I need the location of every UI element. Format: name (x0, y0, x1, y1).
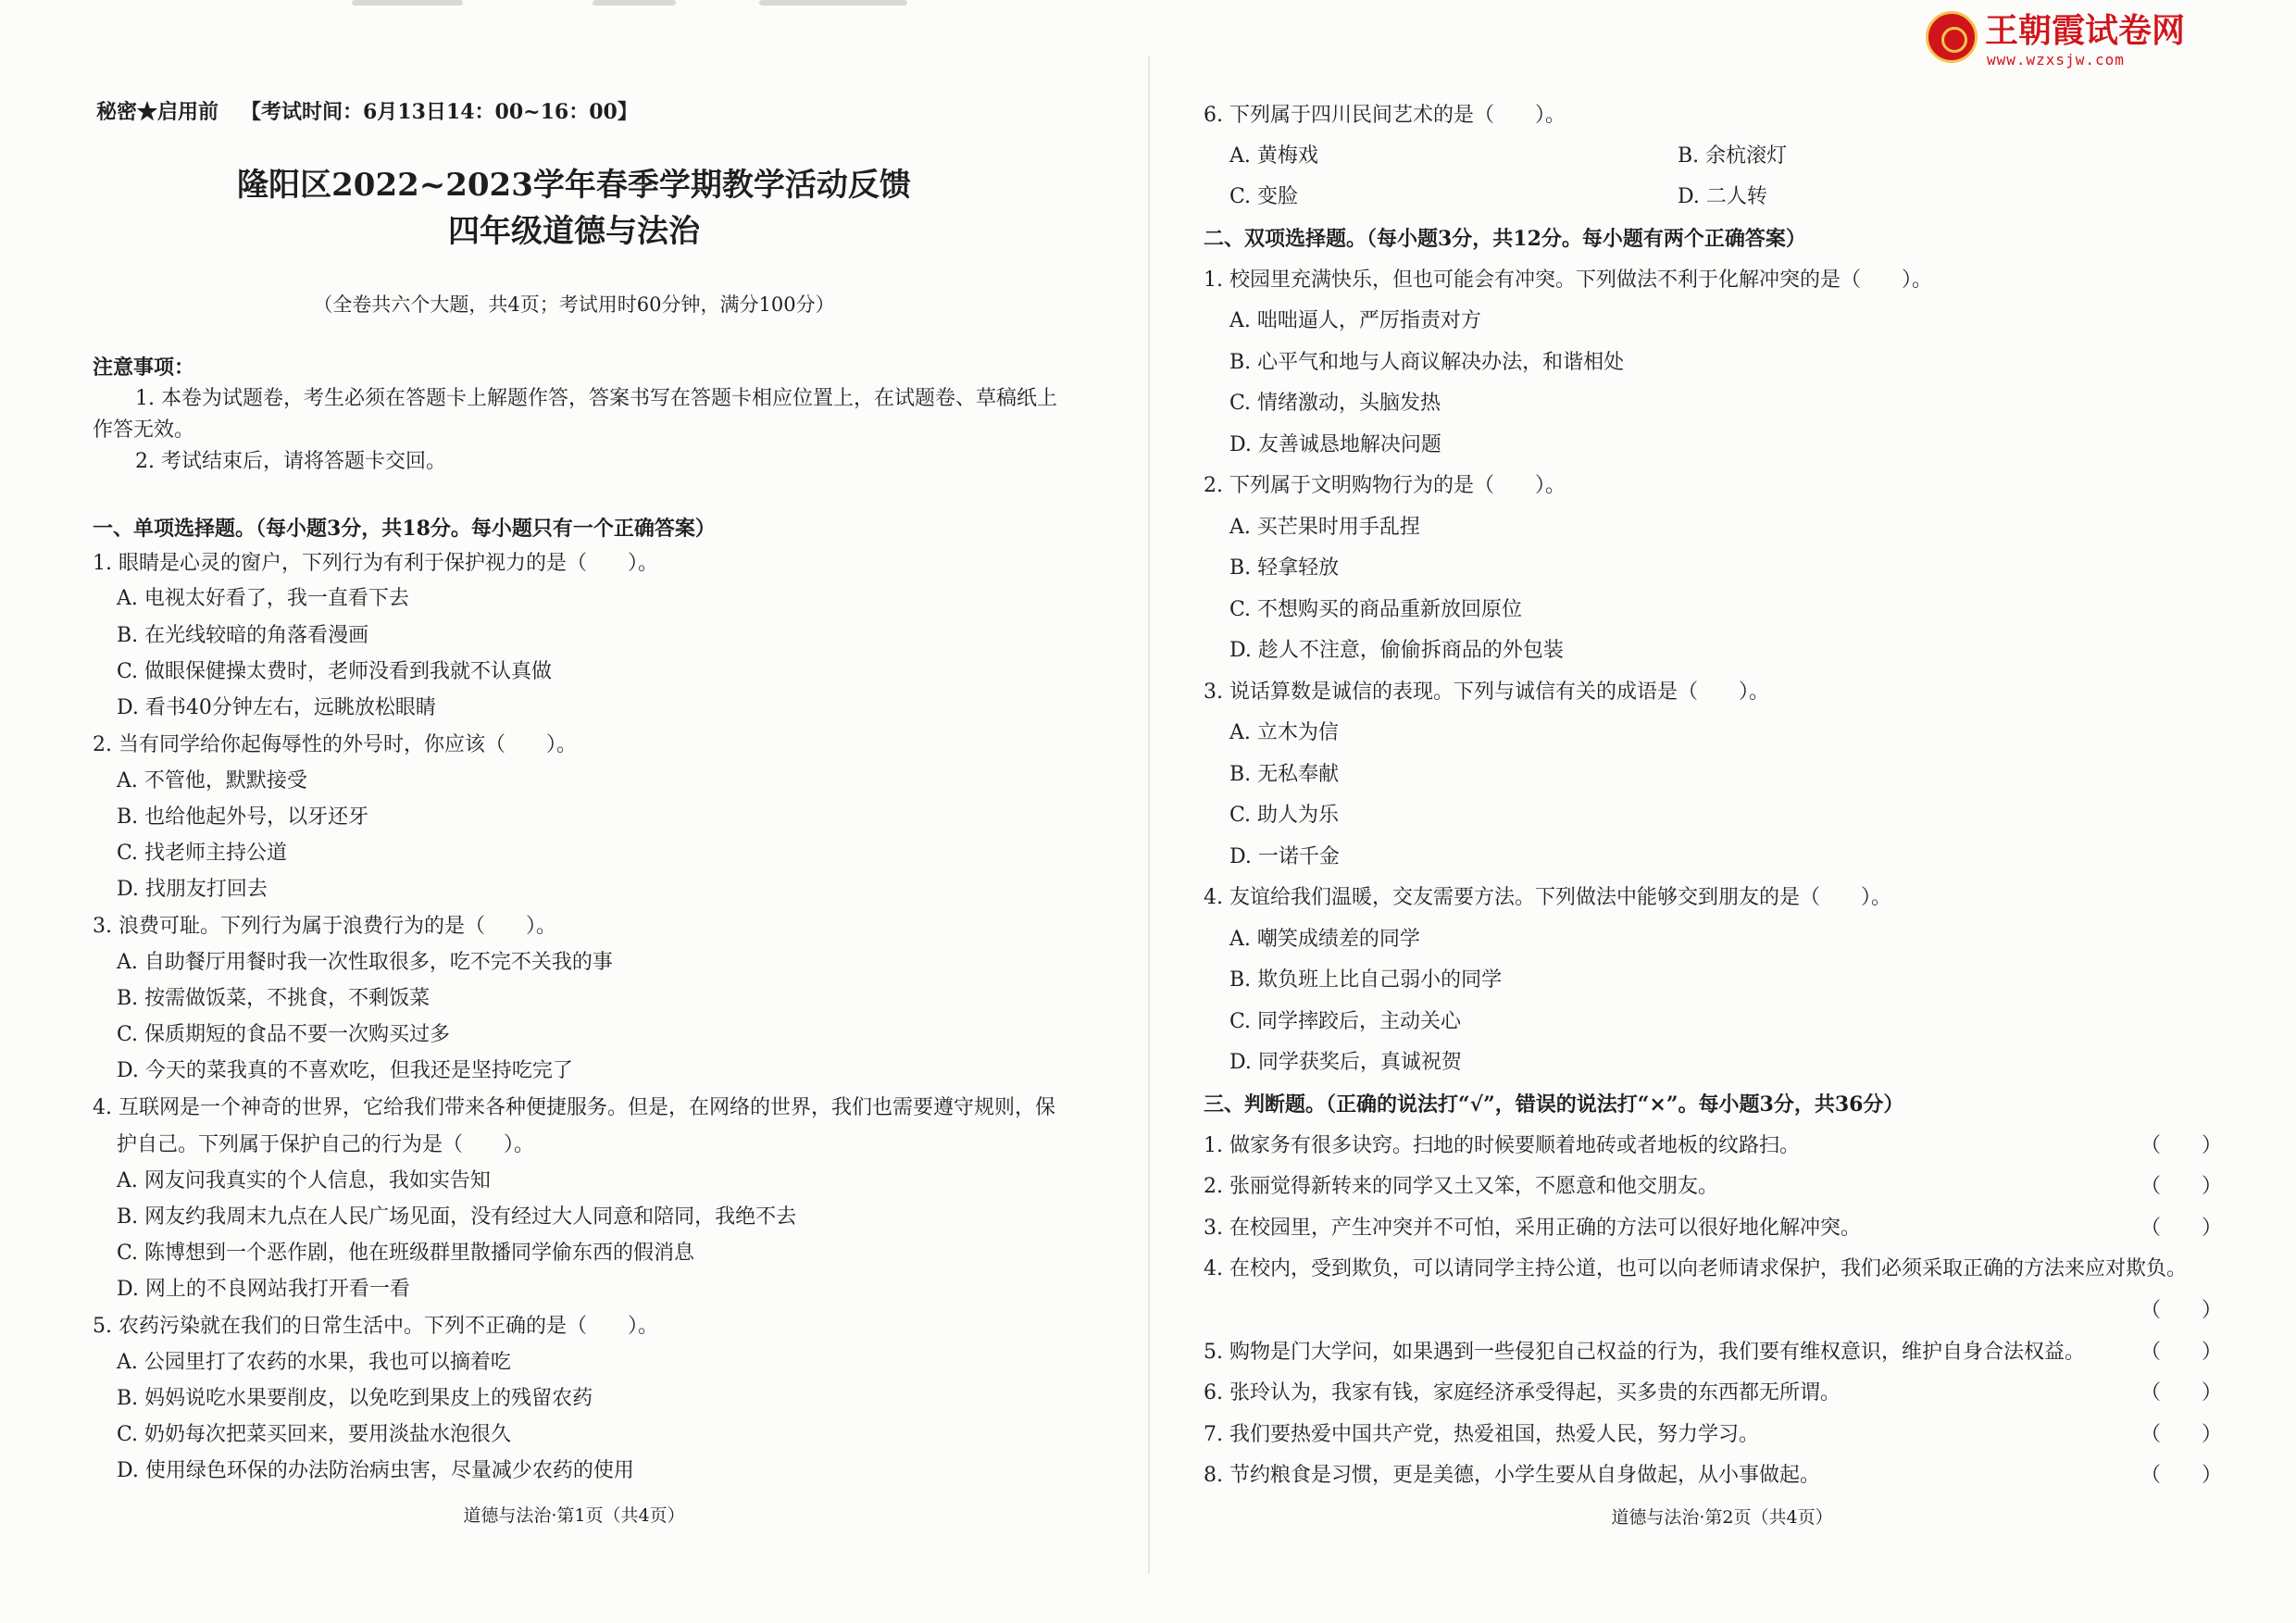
option: A. 电视太好看了，我一直看下去 (117, 587, 409, 610)
option: D. 趁人不注意，偷偷拆商品的外包装 (1229, 639, 1564, 662)
option: D. 网上的不良网站我打开看一看 (117, 1278, 410, 1301)
option: B. 无私奉献 (1229, 763, 1340, 786)
judgement-text: 3. 在校园里，产生冲突并不可怕，采用正确的方法可以很好地化解冲突。 (1204, 1217, 1861, 1240)
judgement-item (1204, 1339, 2222, 1367)
option: C. 同学摔跤后，主动关心 (1229, 1010, 1462, 1033)
answer-blank: （ ） (2140, 1299, 2222, 1322)
option: C. 助人为乐 (1229, 804, 1340, 827)
page-footer: 道德与法治·第2页（共4页） (1611, 1507, 1833, 1528)
section-title: 二、双项选择题。（每小题3分，共12分。每小题有两个正确答案） (1204, 227, 1806, 251)
page-footer: 道德与法治·第1页（共4页） (463, 1505, 685, 1526)
option: C. 不想购买的商品重新放回原位 (1229, 598, 1523, 621)
question: 5. 农药污染就在我们的日常生活中。下列不正确的是（ ）。 (93, 1315, 658, 1338)
option: D. 使用绿色环保的办法防治病虫害，尽量减少农药的使用 (117, 1459, 634, 1482)
option: A. 自助餐厅用餐时我一次性取很多，吃不完不关我的事 (117, 951, 613, 974)
answer-blank: （ ） (2140, 1381, 2222, 1405)
exam-time: 【考试时间：6月13日14：00~16：00】 (241, 100, 638, 124)
option: C. 找老师主持公道 (117, 842, 288, 865)
judgement-item (1204, 1421, 2222, 1449)
option: B. 妈妈说吃水果要削皮，以免吃到果皮上的残留农药 (117, 1387, 593, 1410)
exam-page-2 (1148, 0, 2296, 1623)
answer-blank: （ ） (2140, 1217, 2222, 1240)
watermark-brand: 王朝霞试卷网 (1985, 12, 2186, 50)
option: C. 保质期短的食品不要一次购买过多 (117, 1023, 451, 1046)
secret-label: 秘密★启用前 (96, 100, 219, 124)
judgement-text: 4. 在校内，受到欺负，可以请同学主持公道，也可以向老师请求保护，我们必须采取正确的方法来应对欺负。 (1204, 1257, 2187, 1280)
option: B. 轻拿轻放 (1229, 556, 1340, 580)
option: D. 同学获奖后，真诚祝贺 (1229, 1051, 1462, 1074)
judgement-item (1204, 1215, 2222, 1242)
option: B. 也给他起外号，以牙还牙 (117, 805, 369, 829)
option: C. 变脸 (1229, 185, 1299, 208)
exam-title: 隆阳区2022~2023学年春季学期教学活动反馈 (237, 167, 911, 204)
option: A. 买芒果时用手乱捏 (1229, 516, 1420, 539)
question: 护自己。下列属于保护自己的行为是（ ）。 (117, 1133, 535, 1156)
notice-item: 1. 本卷为试题卷，考生必须在答题卡上解题作答，答案书写在答题卡相应位置上，在试题卷、草稿纸上 (135, 387, 1057, 410)
option: A. 公园里打了农药的水果，我也可以摘着吃 (117, 1351, 511, 1374)
notice-item: 2. 考试结束后，请将答题卡交回。 (135, 450, 446, 473)
exam-instructions: （全卷共六个大题，共4页；考试用时60分钟，满分100分） (313, 293, 835, 316)
option: B. 余杭滚灯 (1678, 144, 1788, 168)
judgement-text: 7. 我们要热爱中国共产党，热爱祖国，热爱人民，努力学习。 (1204, 1423, 1759, 1446)
option: D. 看书40分钟左右，远眺放松眼睛 (117, 696, 436, 719)
judgement-text: 5. 购物是门大学问，如果遇到一些侵犯自己权益的行为，我们要有维权意识，维护自身合法权益。 (1204, 1341, 2085, 1364)
option: B. 按需做饭菜，不挑食，不剩饭菜 (117, 987, 430, 1010)
exam-subject: 四年级道德与法治 (448, 213, 700, 250)
section-title: 一、单项选择题。（每小题3分，共18分。每小题只有一个正确答案） (93, 517, 716, 541)
option: C. 陈博想到一个恶作剧，他在班级群里散播同学偷东西的假消息 (117, 1242, 695, 1265)
section-title: 三、判断题。（正确的说法打“√”，错误的说法打“×”。每小题3分，共36分） (1204, 1092, 1904, 1117)
option: D. 找朋友打回去 (117, 878, 268, 901)
option: D. 一诺千金 (1229, 845, 1340, 868)
option: D. 友善诚恳地解决问题 (1229, 433, 1441, 456)
judgement-item (1204, 1132, 2222, 1160)
question: 4. 友谊给我们温暖，交友需要方法。下列做法中能够交到朋友的是（ ）。 (1204, 886, 1891, 909)
notice-title: 注意事项： (93, 356, 195, 380)
judgement-text: 8. 节约粮食是习惯，更是美德，小学生要从自身做起，从小事做起。 (1204, 1464, 1820, 1487)
question: 4. 互联网是一个神奇的世界，它给我们带来各种便捷服务。但是，在网络的世界，我们也需要遵守规则，保 (93, 1096, 1055, 1119)
question: 6. 下列属于四川民间艺术的是（ ）。 (1204, 104, 1566, 127)
option: A. 咄咄逼人，严厉指责对方 (1229, 309, 1481, 332)
option: A. 嘲笑成绩差的同学 (1229, 928, 1420, 951)
question: 3. 说话算数是诚信的表现。下列与诚信有关的成语是（ ）。 (1204, 680, 1769, 704)
answer-blank: （ ） (2140, 1341, 2222, 1364)
option: A. 黄梅戏 (1229, 144, 1318, 168)
option: B. 在光线较暗的角落看漫画 (117, 624, 369, 647)
option: B. 心平气和地与人商议解决办法，和谐相处 (1229, 351, 1625, 374)
judgement-item (1204, 1173, 2222, 1201)
option: D. 今天的菜我真的不喜欢吃，但我还是坚持吃完了 (117, 1059, 573, 1082)
judgement-text: 6. 张玲认为，我家有钱，家庭经济承受得起，买多贵的东西都无所谓。 (1204, 1381, 1841, 1405)
option: C. 奶奶每次把菜买回来，要用淡盐水泡很久 (117, 1423, 512, 1446)
judgement-text: 1. 做家务有很多诀窍。扫地的时候要顺着地砖或者地板的纹路扫。 (1204, 1134, 1800, 1157)
option: B. 网友约我周末九点在人民广场见面，没有经过大人同意和陪同，我绝不去 (117, 1205, 797, 1229)
answer-blank: （ ） (2140, 1175, 2222, 1198)
watermark-url: www.wzxsjw.com (1987, 51, 2125, 69)
option: A. 不管他，默默接受 (117, 769, 307, 793)
option: A. 立木为信 (1229, 721, 1339, 744)
judgement-text: 2. 张丽觉得新转来的同学又土又笨，不愿意和他交朋友。 (1204, 1175, 1718, 1198)
option: D. 二人转 (1678, 185, 1767, 208)
question: 1. 校园里充满快乐，但也可能会有冲突。下列做法不利于化解冲突的是（ ）。 (1204, 268, 1932, 292)
judgement-item (1204, 1380, 2222, 1407)
question: 1. 眼睛是心灵的窗户，下列行为有利于保护视力的是（ ）。 (93, 552, 658, 575)
answer-blank: （ ） (2140, 1464, 2222, 1487)
option: A. 网友问我真实的个人信息，我如实告知 (117, 1169, 491, 1192)
answer-blank: （ ） (2140, 1423, 2222, 1446)
question: 2. 当有同学给你起侮辱性的外号时，你应该（ ）。 (93, 733, 577, 756)
option: B. 欺负班上比自己弱小的同学 (1229, 968, 1503, 992)
option: C. 情绪激动，头脑发热 (1229, 392, 1441, 415)
notice-item: 作答无效。 (93, 418, 195, 442)
option: C. 做眼保健操太费时，老师没看到我就不认真做 (117, 660, 553, 683)
question: 2. 下列属于文明购物行为的是（ ）。 (1204, 474, 1566, 497)
judgement-item (1204, 1462, 2222, 1490)
answer-blank: （ ） (2140, 1134, 2222, 1157)
question: 3. 浪费可耻。下列行为属于浪费行为的是（ ）。 (93, 915, 556, 938)
